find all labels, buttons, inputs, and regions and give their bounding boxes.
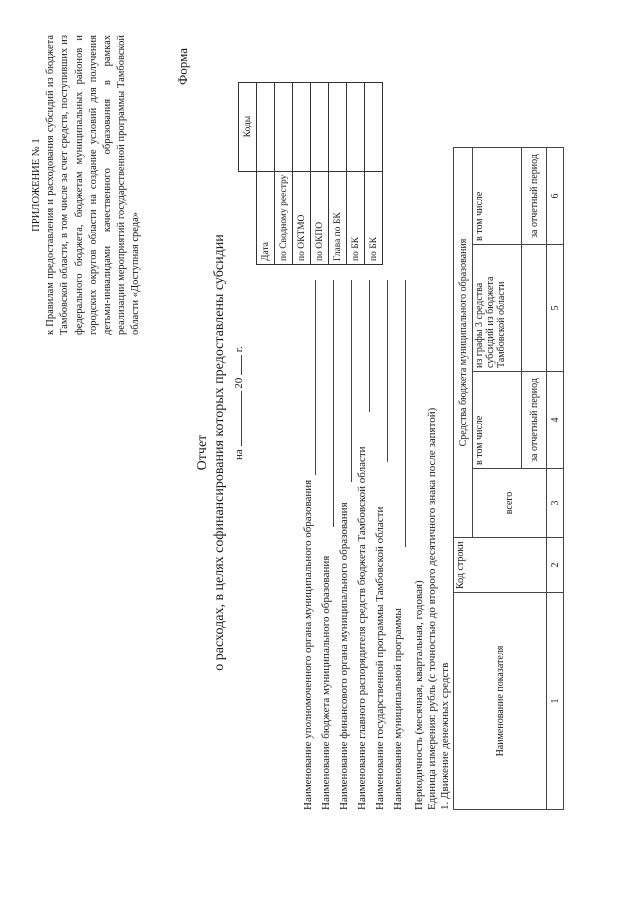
codes-row: [347, 82, 365, 264]
appendix-heading: ПРИЛОЖЕНИЕ № 1: [31, 138, 42, 232]
codes-table: [238, 82, 383, 265]
codes-value-cell: [257, 82, 275, 171]
header-all: всего: [473, 469, 547, 538]
header-indicator-name: Наименование показателя: [454, 593, 547, 810]
field-chief-manager-line: [369, 280, 370, 412]
field-municipal-program-line: [405, 280, 406, 547]
codes-header: Коды: [239, 82, 257, 171]
codes-value-cell: [275, 82, 293, 171]
header-incl: в том числе: [473, 372, 522, 469]
col-num-1: 1: [547, 593, 564, 810]
codes-row: [329, 82, 347, 264]
report-date-line: [233, 346, 245, 460]
header-period-2: за отчетный период: [522, 148, 547, 245]
field-budget-line: [333, 280, 334, 527]
field-municipal-program: Наименование муниципальной программы: [392, 608, 404, 810]
header-period-1: за отчетный период: [522, 372, 547, 469]
header-municipal-budget-funds: Средства бюджета муниципального образования: [454, 148, 473, 538]
codes-row-label: Глава по БК: [329, 171, 347, 264]
codes-row: [311, 82, 329, 264]
form-label: Форма: [175, 48, 190, 85]
codes-row: [275, 82, 293, 264]
codes-value-cell: [347, 82, 365, 171]
periodicity-label: Периодичность (месячная, квартальная, годовая): [413, 580, 425, 810]
date-year-blank: [241, 355, 242, 375]
field-chief-manager: Наименование главного распорядителя средств бюджета Тамбовской области: [356, 446, 368, 810]
field-finance-body: Наименование финансового органа муниципального образования: [338, 502, 350, 810]
codes-row: [257, 82, 275, 264]
codes-row-label: по БК: [365, 171, 383, 264]
codes-row-label: по БК: [347, 171, 365, 264]
report-subtitle: о расходах, в целях софинансирования которых предоставлены субсидии: [212, 234, 227, 671]
col-num-2: 2: [547, 538, 564, 593]
cash-flow-table: [453, 147, 564, 810]
col-num-4: 4: [547, 372, 564, 469]
table-header-row-1: [454, 148, 473, 810]
report-title: Отчет: [195, 434, 210, 471]
codes-row-label: по Сводному реестру: [275, 171, 293, 264]
codes-header-row: [239, 82, 257, 264]
header-from-col3: из графы 3 средства субсидий из бюджета Тамбовской области: [473, 245, 522, 372]
appendix-text: к Правилам предоставления и расходования субсидий из бюджета Тамбовской области, в том числе за счет средств, поступивших из федерального бюджета, бюджетам муниципальных районов и городских округов области на создание условий для получения детьми-инвалидами качественного образования в рамках реализации мероприятий государственной программы Тамбовской области «Доступная среда»: [45, 35, 142, 335]
codes-row-label: по ОКПО: [311, 171, 329, 264]
col-num-3: 3: [547, 469, 564, 538]
field-finance-body-line: [351, 280, 352, 482]
field-state-program: Наименование государственной программы Тамбовской области: [374, 506, 386, 810]
col-num-6: 6: [547, 148, 564, 245]
field-authority: Наименование уполномоченного органа муниципального образования: [302, 479, 314, 810]
col-num-5: 5: [547, 245, 564, 372]
section-title: 1. Движение денежных средств: [439, 662, 451, 810]
codes-value-cell: [311, 82, 329, 171]
unit-label: Единица измерения: рубль (с точностью до второго десятичного знака после запятой): [426, 407, 438, 810]
header-row-code: Код строки: [454, 538, 547, 593]
field-authority-line: [315, 280, 316, 475]
date-na: на: [233, 449, 245, 460]
codes-value-cell: [293, 82, 311, 171]
header-period-blank: [522, 245, 547, 372]
codes-row: [365, 82, 383, 264]
field-state-program-line: [387, 280, 388, 462]
codes-value-cell: [329, 82, 347, 171]
codes-row-label: Дата: [257, 171, 275, 264]
date-20: 20: [233, 377, 245, 389]
field-budget: Наименование бюджета муниципального образования: [320, 555, 332, 810]
appendix-block: [30, 35, 144, 335]
codes-row: [293, 82, 311, 264]
codes-value-cell: [365, 82, 383, 171]
date-day-blank: [241, 391, 242, 446]
date-g: г.: [233, 346, 245, 353]
header-incl-2: в том числе: [473, 148, 522, 245]
codes-row-label: по ОКТМО: [293, 171, 311, 264]
table-number-row: [547, 148, 564, 810]
